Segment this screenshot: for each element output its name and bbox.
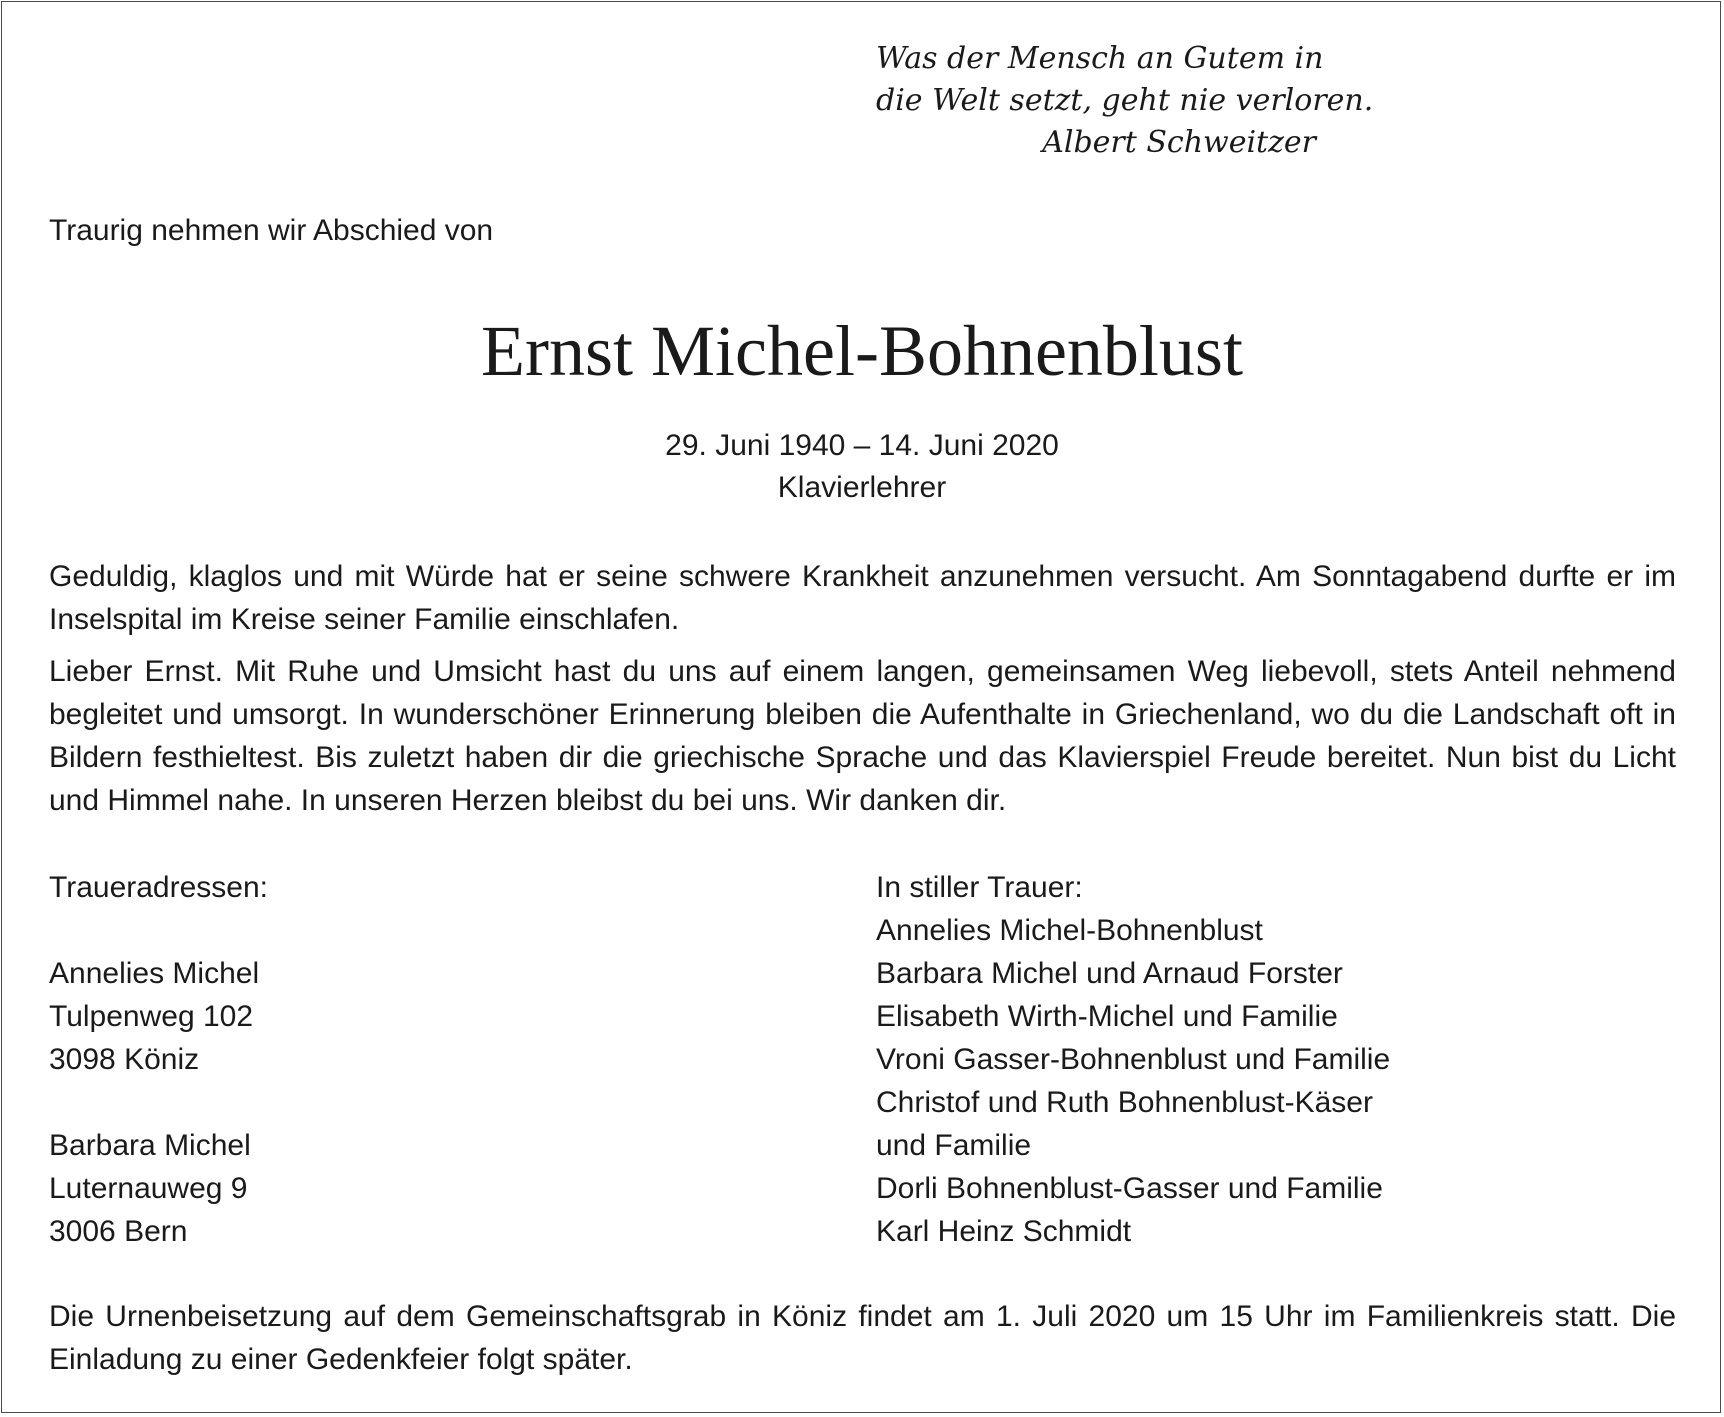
mourner-name: Karl Heinz Schmidt (876, 1215, 1132, 1248)
deceased-name: Ernst Michel-Bohnenblust (481, 311, 1243, 391)
epigraph-quote (876, 38, 1374, 164)
mourner-name: und Familie (876, 1129, 1032, 1162)
address-1-street: Tulpenweg 102 (49, 1000, 254, 1033)
address-1-city: 3098 Köniz (49, 1043, 200, 1076)
address-2-street: Luternauweg 9 (49, 1172, 248, 1205)
burial-notice: Die Urnenbeisetzung auf dem Gemeinschaftsgrab in Köniz findet am 1. Juli 2020 um 15 Uhr im Familienkreis statt. Die Einladung zu einer Gedenkfeier folgt später. (49, 1300, 1676, 1376)
mourner-name: Annelies Michel-Bohnenblust (876, 914, 1263, 947)
mourner-name: Dorli Bohnenblust-Gasser und Familie (876, 1172, 1383, 1205)
mourner-name: Barbara Michel und Arnaud Forster (876, 957, 1343, 990)
spacer (49, 1081, 749, 1124)
intro-text: Traurig nehmen wir Abschied von (49, 214, 494, 247)
mourner-name: Vroni Gasser-Bohnenblust und Familie (876, 1043, 1391, 1076)
mourners-list (876, 866, 1676, 1253)
quote-author: Albert Schweitzer (1042, 125, 1316, 160)
life-dates: 29. Juni 1940 – 14. Juni 2020 (665, 429, 1059, 462)
address-2-city: 3006 Bern (49, 1215, 188, 1248)
addresses-heading: Traueradressen: (49, 871, 268, 904)
address-1-name: Annelies Michel (49, 957, 260, 990)
mourning-addresses (49, 866, 749, 1253)
mourner-name: Christof und Ruth Bohnenblust-Käser (876, 1086, 1373, 1119)
mourner-name: Elisabeth Wirth-Michel und Familie (876, 1000, 1338, 1033)
paragraph-1: Geduldig, klaglos und mit Würde hat er seine schwere Krankheit anzunehmen versucht. Am Sonntagabend durfte er im Inselspital im Kreise seiner Familie einschlafen. (49, 560, 1676, 636)
quote-line-1: Was der Mensch an Gutem in (876, 41, 1324, 76)
address-2-name: Barbara Michel (49, 1129, 251, 1162)
quote-line-2: die Welt setzt, geht nie verloren. (876, 83, 1374, 118)
profession: Klavierlehrer (777, 471, 947, 504)
paragraph-2: Lieber Ernst. Mit Ruhe und Umsicht hast du uns auf einem langen, gemeinsamen Weg liebevoll, stets Anteil nehmend begleitet und umsorgt. In wunderschöner Erinnerung bleiben die Aufenthalte in Griechenland, wo du die Landschaft oft in Bildern festhieltest. Bis zuletzt haben dir die griechische Sprache und das Klavierspiel Freude bereitet. Nun bist du Licht und Himmel nahe. In unseren Herzen bleibst du bei uns. Wir danken dir. (49, 655, 1676, 817)
spacer (49, 909, 749, 952)
mourners-heading: In stiller Trauer: (876, 871, 1083, 904)
